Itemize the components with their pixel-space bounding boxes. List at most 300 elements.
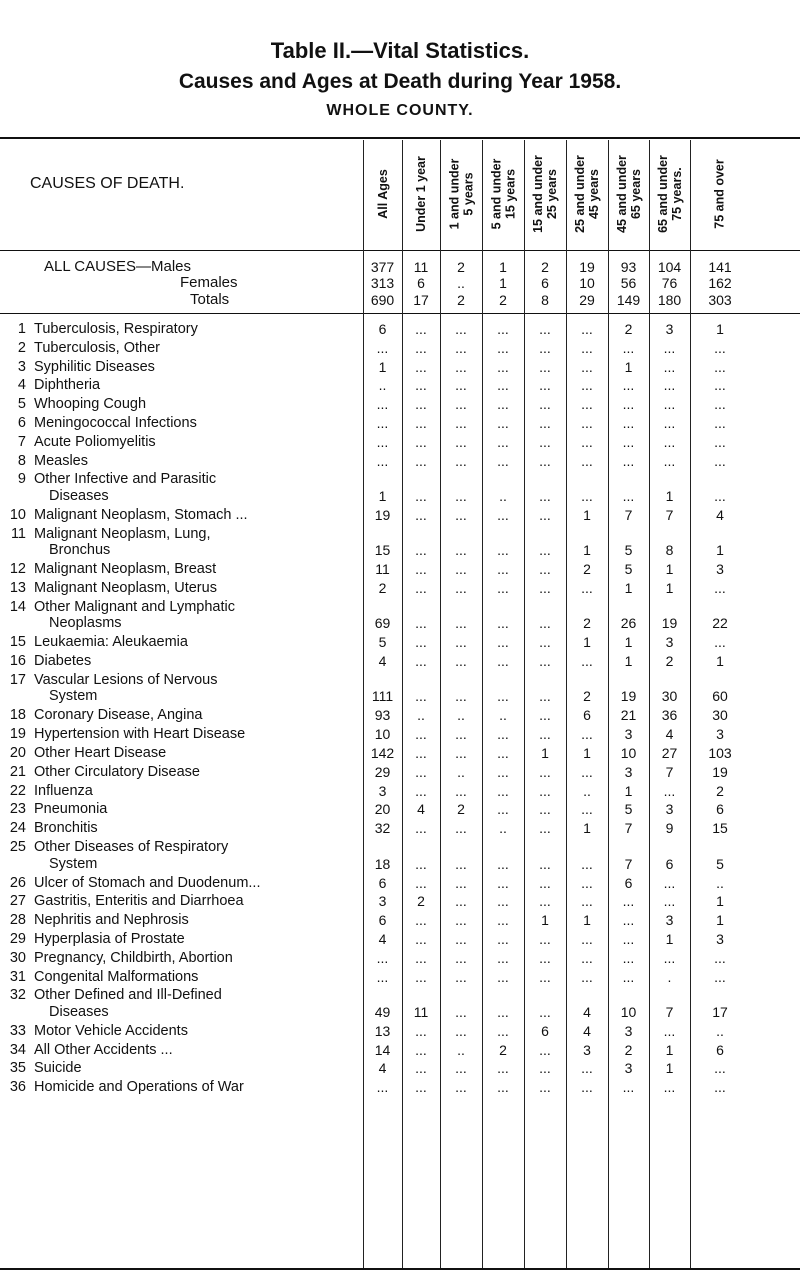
table-cell: 2 (378, 580, 387, 596)
table-cell: .. (457, 275, 465, 291)
table-cell: ... (714, 968, 726, 985)
table-cell: ... (539, 487, 551, 504)
table-cell: 141 (708, 259, 732, 275)
table-cell: ... (663, 358, 676, 375)
table-cell: ... (415, 634, 427, 651)
table-cell: 8 (665, 542, 674, 559)
table-cell: ... (497, 415, 509, 431)
cause-label (34, 615, 354, 631)
cause-label-text: Tuberculosis, Respiratory (34, 321, 198, 337)
table-cell: ... (455, 506, 467, 523)
table-cell: ... (539, 726, 551, 743)
table-cell: ... (497, 542, 509, 559)
cause-number: 13 (9, 580, 26, 596)
cause-label (34, 1004, 354, 1020)
table-cell: 1 (665, 561, 674, 578)
cause-label-text: System (49, 688, 98, 705)
cause-label (34, 1042, 354, 1058)
table-cell: 7 (665, 506, 674, 523)
table-cell: ... (455, 634, 467, 651)
cause-label-text: Diseases (49, 487, 109, 504)
table-cell: 1 (624, 580, 633, 596)
cause-number: 28 (9, 912, 26, 929)
table-cell: ... (622, 912, 635, 929)
cause-label-text: Other Circulatory Disease (34, 763, 200, 780)
table-cell: ... (415, 321, 427, 337)
column-header (608, 138, 649, 250)
table-cell: 6 (716, 801, 724, 818)
table-cell: 1 (583, 820, 591, 837)
table-cell: ... (581, 653, 593, 670)
table-cell: .. (499, 707, 507, 724)
cause-label (34, 359, 354, 375)
table-cell: 3 (665, 321, 674, 337)
table-cell: 2 (583, 688, 591, 705)
cause-label-text: Malignant Neoplasm, Uterus (34, 580, 217, 596)
cause-number: 34 (9, 1041, 26, 1058)
table-cell: 11 (375, 561, 390, 578)
cause-number: 22 (9, 782, 26, 799)
table-cell: ... (622, 415, 635, 431)
table-cell: ... (622, 339, 635, 356)
table-cell: 3 (378, 893, 387, 910)
cause-label-text: Meningococcal Infections (34, 415, 197, 431)
table-cell: 2 (583, 615, 591, 632)
table-cell: ... (497, 930, 509, 947)
table-subtitle: Causes and Ages at Death during Year 1958. (178, 70, 622, 93)
table-cell: 4 (665, 726, 674, 743)
table-cell: ... (497, 506, 509, 523)
table-cell: ... (622, 968, 635, 985)
table-cell: ... (622, 1079, 635, 1096)
table-cell: ... (497, 358, 509, 375)
table-cell: 17 (413, 292, 429, 308)
table-cell: 18 (374, 855, 391, 872)
table-cell: 1 (583, 745, 591, 761)
cause-label-text: Congenital Malformations (34, 968, 199, 985)
table-cell: 1 (665, 1060, 674, 1077)
table-cell: 9 (665, 820, 674, 837)
table-cell: 8 (541, 292, 549, 308)
table-cell: 162 (708, 275, 732, 291)
table-cell: 6 (716, 1041, 724, 1058)
table-region: WHOLE COUNTY. (326, 102, 474, 119)
table-cell: ... (455, 542, 467, 559)
cause-number: 9 (17, 471, 26, 488)
bottom-rule (0, 1268, 800, 1270)
table-cell: ... (455, 615, 467, 632)
table-cell: ... (539, 707, 551, 724)
cause-number: 15 (9, 634, 26, 651)
table-cell: .. (499, 487, 507, 504)
table-cell: 1 (665, 1041, 674, 1058)
table-cell: ... (539, 321, 551, 337)
table-cell: ... (455, 1079, 467, 1096)
table-cell: ... (714, 452, 726, 469)
table-cell: 1 (624, 358, 633, 375)
cause-number: 26 (9, 874, 26, 891)
cause-number: 23 (9, 801, 26, 818)
table-cell: ... (415, 912, 427, 929)
totals-rule (0, 313, 800, 314)
table-cell: 60 (712, 688, 728, 705)
table-cell: ... (539, 968, 551, 985)
table-cell: ... (497, 763, 509, 780)
cause-label (34, 987, 354, 1003)
column-header (482, 138, 524, 250)
table-cell: ... (539, 820, 551, 837)
cause-label-text: Neoplasms (49, 615, 122, 632)
table-cell: 3 (665, 801, 674, 818)
cause-number: 3 (17, 358, 26, 375)
table-cell: ... (376, 396, 389, 413)
column-header-label: All Ages (375, 169, 390, 219)
table-cell: ... (539, 452, 551, 469)
table-cell: ... (415, 452, 427, 469)
table-cell: 2 (624, 1041, 633, 1058)
table-cell: ... (539, 893, 551, 910)
cause-label (34, 839, 354, 855)
table-cell: ... (455, 358, 467, 375)
cause-label (34, 434, 354, 450)
table-cell: 19 (712, 763, 728, 780)
table-cell: 1 (716, 653, 724, 670)
table-cell: 1 (624, 634, 633, 651)
table-cell: ... (539, 433, 551, 450)
table-cell: 76 (661, 275, 678, 291)
table-cell: 6 (417, 275, 425, 291)
table-cell: 6 (541, 1022, 549, 1039)
table-cell: 7 (624, 855, 633, 872)
table-cell: . (667, 968, 672, 985)
table-cell: 4 (417, 801, 425, 818)
table-cell: ... (581, 855, 593, 872)
table-cell: 3 (624, 726, 633, 743)
cause-label-text: Vascular Lesions of Nervous (34, 671, 218, 688)
cause-label (34, 488, 354, 504)
table-cell: ... (497, 912, 509, 929)
column-header (440, 138, 482, 250)
cause-number: 24 (9, 820, 26, 837)
table-cell: ... (497, 653, 509, 670)
table-cell: ... (455, 968, 467, 985)
cause-label-text: Coronary Disease, Angina (34, 707, 203, 724)
table-cell: 32 (374, 820, 391, 837)
table-cell: 14 (374, 1041, 391, 1058)
table-cell: ... (539, 763, 551, 780)
table-cell: ... (415, 506, 427, 523)
cause-label-text: Other Heart Disease (34, 745, 167, 761)
table-cell: 2 (417, 893, 425, 910)
table-cell: 15 (712, 820, 728, 837)
cause-number: 29 (9, 930, 26, 947)
table-cell: 17 (712, 1003, 728, 1020)
table-cell: ... (415, 745, 427, 761)
table-cell: 1 (541, 912, 549, 929)
table-cell: 3 (624, 1060, 633, 1077)
table-cell: ... (415, 433, 427, 450)
table-cell: ... (539, 782, 551, 799)
cause-label-text: Syphilitic Diseases (34, 358, 155, 375)
table-cell: ... (581, 930, 593, 947)
table-cell: 690 (370, 292, 395, 308)
cause-label (34, 396, 354, 412)
cause-label (34, 340, 354, 356)
cause-label (34, 707, 354, 723)
table-cell: ... (455, 321, 467, 337)
table-cell: ... (714, 1079, 726, 1096)
table-cell: ... (415, 561, 427, 578)
cause-label-text: Other Infective and Parasitic (34, 471, 217, 488)
table-cell: ... (415, 580, 427, 596)
table-cell: 377 (370, 259, 395, 275)
cause-label (34, 726, 354, 742)
table-cell: ... (539, 580, 551, 596)
column-header-label: 1 and under 5 years (447, 158, 475, 230)
table-cell: 6 (541, 275, 549, 291)
table-cell: .. (583, 782, 591, 799)
table-cell: ... (497, 1079, 509, 1096)
table-cell: 1 (665, 487, 674, 504)
cause-number: 32 (9, 987, 26, 1004)
table-cell: ... (581, 968, 593, 985)
table-cell: ... (539, 396, 551, 413)
table-cell: ... (539, 377, 551, 394)
table-cell: 6 (583, 707, 591, 724)
table-cell: 3 (716, 561, 724, 578)
cause-number: 8 (17, 452, 26, 469)
table-cell: ... (415, 415, 427, 431)
table-cell: 3 (665, 912, 674, 929)
table-cell: 11 (413, 1003, 429, 1020)
table-cell: 6 (665, 855, 674, 872)
table-cell: 3 (716, 726, 724, 743)
table-cell: ... (497, 874, 509, 891)
table-cell: ... (539, 653, 551, 670)
table-cell: ... (455, 433, 467, 450)
table-cell: ... (497, 801, 509, 818)
table-cell: ... (622, 396, 635, 413)
cause-label (34, 931, 354, 947)
table-cell: ... (539, 634, 551, 651)
table-cell: 5 (624, 801, 633, 818)
table-cell: ... (714, 415, 726, 431)
cause-label-text: Measles (34, 452, 88, 469)
table-cell: ... (497, 688, 509, 705)
cause-number: 25 (9, 839, 26, 855)
cause-number: 19 (9, 726, 26, 743)
table-cell: 1 (583, 506, 591, 523)
table-cell: ... (415, 1022, 427, 1039)
cause-label-text: Diphtheria (34, 377, 101, 394)
table-cell: ... (415, 487, 427, 504)
table-cell: .. (499, 820, 507, 837)
table-cell: ... (497, 968, 509, 985)
cause-label-text: Other Defined and Ill-Defined (34, 987, 222, 1004)
cause-number: 2 (17, 339, 26, 356)
cause-number: 18 (9, 707, 26, 724)
table-cell: 1 (665, 580, 674, 596)
table-cell: ... (376, 968, 389, 985)
cause-label (34, 856, 354, 872)
table-cell: ... (455, 874, 467, 891)
table-cell: ... (622, 433, 635, 450)
cause-label-text: All Other Accidents ... (34, 1041, 173, 1058)
table-cell: ... (714, 487, 726, 504)
cause-label-text: Other Malignant and Lymphatic (34, 598, 235, 615)
cause-number: 21 (9, 763, 26, 780)
table-cell: ... (415, 782, 427, 799)
table-cell: ... (455, 396, 467, 413)
table-cell: 3 (665, 634, 674, 651)
causes-header: CAUSES OF DEATH. (30, 175, 185, 192)
cause-label-text: Homicide and Operations of War (34, 1079, 244, 1096)
cause-label (34, 377, 354, 393)
cause-number: 7 (17, 433, 26, 450)
table-cell: ... (581, 433, 593, 450)
cause-label-text: Nephritis and Nephrosis (34, 912, 189, 929)
table-cell: ... (455, 893, 467, 910)
table-cell: 1 (583, 634, 591, 651)
table-cell: .. (457, 1041, 465, 1058)
column-header-label: 25 and under 45 years (573, 155, 602, 233)
table-cell: ... (539, 855, 551, 872)
cause-number: 4 (17, 377, 26, 394)
cause-label-text: Malignant Neoplasm, Breast (34, 561, 217, 578)
cause-label (34, 580, 354, 596)
table-cell: 4 (378, 930, 387, 947)
table-cell: ... (455, 820, 467, 837)
table-cell: ... (415, 396, 427, 413)
table-cell: ... (455, 339, 467, 356)
table-cell: 10 (620, 745, 637, 761)
cause-label (34, 969, 354, 985)
table-cell: ... (497, 561, 509, 578)
table-cell: ... (714, 433, 726, 450)
table-cell: ... (714, 580, 726, 596)
table-cell: 7 (665, 763, 674, 780)
table-cell: ... (497, 615, 509, 632)
table-cell: ... (714, 1060, 726, 1077)
table-cell: 5 (624, 561, 633, 578)
table-cell: ... (455, 745, 467, 761)
table-cell: ... (415, 949, 427, 966)
table-cell: .. (378, 377, 387, 394)
table-cell: 149 (616, 292, 641, 308)
table-cell: 1 (378, 358, 387, 375)
cause-label (34, 1079, 354, 1095)
table-cell: ... (714, 339, 726, 356)
cause-label-text: Influenza (34, 782, 93, 799)
cause-label (34, 912, 354, 928)
table-cell: ... (415, 726, 427, 743)
table-cell: ... (581, 580, 593, 596)
table-cell: ... (415, 653, 427, 670)
table-cell: 2 (457, 259, 465, 275)
table-cell: ... (663, 1022, 676, 1039)
cause-label-text: Hyperplasia of Prostate (34, 930, 185, 947)
table-cell: 49 (374, 1003, 391, 1020)
table-cell: 142 (370, 745, 395, 761)
table-cell: 3 (378, 782, 387, 799)
table-cell: ... (581, 1060, 593, 1077)
cause-label (34, 561, 354, 577)
table-cell: ... (455, 912, 467, 929)
table-cell: ... (455, 688, 467, 705)
table-cell: ... (455, 726, 467, 743)
table-cell: ... (497, 726, 509, 743)
table-cell: ... (663, 1079, 676, 1096)
table-cell: 1 (716, 542, 724, 559)
table-cell: ... (415, 615, 427, 632)
cause-label-text: Diabetes (34, 653, 92, 670)
table-cell: 3 (583, 1041, 591, 1058)
cause-label (34, 415, 354, 431)
table-cell: ... (539, 358, 551, 375)
cause-label-text: Diseases (49, 1003, 109, 1020)
cause-number: 27 (9, 893, 26, 910)
table-cell: 22 (712, 615, 728, 632)
table-cell: 10 (579, 275, 595, 291)
table-cell: 19 (620, 688, 637, 705)
table-cell: ... (497, 1060, 509, 1077)
table-cell: ... (663, 415, 676, 431)
table-cell: ... (455, 487, 467, 504)
table-cell: ... (539, 506, 551, 523)
cause-label (34, 893, 354, 909)
table-cell: 1 (541, 745, 549, 761)
table-cell: 2 (457, 292, 465, 308)
table-cell: ... (581, 396, 593, 413)
table-cell: 1 (716, 321, 724, 337)
column-header-label: 75 and over (713, 159, 728, 229)
cause-label (34, 653, 354, 669)
table-cell: ... (415, 1041, 427, 1058)
table-cell: ... (539, 542, 551, 559)
table-cell: 1 (583, 912, 591, 929)
table-cell: 6 (378, 874, 387, 891)
table-cell: ... (455, 1003, 467, 1020)
table-cell: 29 (579, 292, 595, 308)
column-header (524, 138, 566, 250)
cause-label (34, 801, 354, 817)
table-cell: 2 (583, 561, 591, 578)
table-cell: 10 (620, 1003, 637, 1020)
table-cell: ... (415, 968, 427, 985)
table-cell: ... (663, 949, 676, 966)
table-cell: ... (539, 688, 551, 705)
cause-label (34, 672, 354, 688)
table-cell: 13 (374, 1022, 391, 1039)
table-cell: 29 (374, 763, 391, 780)
cause-label (34, 542, 354, 558)
table-cell: ... (415, 377, 427, 394)
column-header (690, 138, 750, 250)
column-header (566, 138, 608, 250)
table-cell: ... (581, 452, 593, 469)
table-cell: ... (663, 874, 676, 891)
table-cell: ... (539, 930, 551, 947)
table-cell: 4 (716, 506, 724, 523)
table-cell: ... (376, 452, 389, 469)
cause-label-text: Acute Poliomyelitis (34, 433, 156, 450)
table-cell: ... (415, 339, 427, 356)
table-cell: 4 (583, 1003, 591, 1020)
table-cell: 1 (624, 782, 633, 799)
table-cell: 69 (374, 615, 391, 632)
table-cell: ... (581, 339, 593, 356)
table-cell: ... (376, 339, 389, 356)
